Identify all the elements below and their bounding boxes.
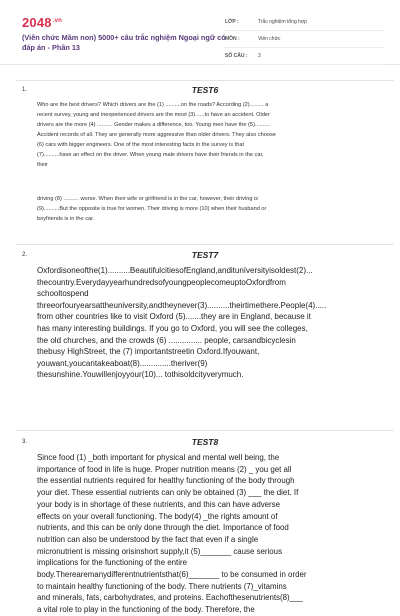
page-header: [0, 0, 400, 65]
meta-row-subject: [225, 31, 385, 48]
meta-row-count: [225, 48, 385, 65]
meta-row-class: [225, 14, 385, 31]
passage-line: recent survey, young and inexperienced drivers are the most (3)......to have an accident. Older: [37, 112, 270, 118]
passage-line: implications for the functioning of the entire: [37, 558, 188, 568]
passage-line: (9)..........But the opposite is true for women. Their driving is more (10) when their husband or: [37, 206, 267, 212]
passage-line: has many interesting buildings. If you go to Oxford, you will see the colleges,: [37, 323, 308, 333]
question-3: [16, 430, 394, 615]
meta-value: Trắc nghiệm tổng hợp: [258, 19, 307, 25]
meta-label: LỚP :: [225, 19, 239, 25]
question-title: TEST7: [191, 250, 219, 260]
question-1: [16, 80, 394, 241]
meta-value: 3: [258, 53, 261, 59]
passage-line: the essential nutrients required for healthy functioning of the body through: [37, 476, 295, 486]
passage-line: micronutrient is missing orisinshort supply,it (5)_______ cause serious: [37, 546, 283, 556]
passage-line: threeorfouryearsattheuniversity,andtheynever(3)..........theirtimethere.People(4).....: [37, 300, 327, 310]
meta-value: Viên chức: [258, 36, 281, 42]
question-number: 3.: [22, 439, 28, 445]
meta-label: MÔN :: [225, 36, 240, 42]
passage-line: to maintain healthy functioning of the body. There nutrients (7)_vitamins: [37, 581, 287, 591]
passage-line: body.Therearemanydifferentnutrientsthat(6)_______ to be consumed in order: [37, 570, 307, 580]
passage-line: effects on your overall functioning. The body(4) _the rights amount of: [37, 511, 278, 521]
question-title: TEST6: [191, 85, 219, 95]
passage-line: Since food (1) _both important for physical and mental well being, the: [37, 453, 280, 462]
passage-line: nutrients, and this can be only done through the diet. Importance of food: [37, 523, 289, 533]
question-passage: [37, 265, 387, 381]
question-2: [16, 244, 394, 427]
passage-line: thesunshine.Youwillenjoyyour(10)... tothisoldcityverymuch.: [37, 370, 244, 380]
meta-table: [225, 14, 385, 65]
passage-line: thecountry.EverydayyearhundredsofyoungpeoplecomeuptoOxfordfrom: [37, 277, 286, 287]
passage-line: (6) cars with bigger engineers. One of the most interesting facts in the survey is that: [37, 142, 245, 148]
logo-tld: .vn: [52, 17, 63, 24]
passage-line: schooltospend: [37, 289, 89, 299]
passage-line: the old churches, and the crowds (6) ............... people, carsandbicyclesin: [37, 335, 296, 345]
passage-line: importance of food in life is huge. Proper nutrition means (2) _ you get all: [37, 464, 292, 474]
passage-line: their: [37, 162, 48, 168]
passage-line: your body is in shortage of these nutrients, and this can have adverse: [37, 499, 281, 509]
passage-line: thebusy HighStreet, the (7) importantstreetin Oxford.Ifyouwant,: [37, 347, 260, 357]
question-number: 2.: [22, 252, 28, 258]
logo-text: 2048: [22, 15, 52, 30]
question-passage: [37, 100, 387, 170]
passage-line: Accident records of all. They are generally more aggressive than older drivers. They also choose: [37, 132, 276, 138]
passage-line: your diet. These essential nutrients can only be obtained (3) ___ the diet. If: [37, 488, 299, 498]
passage-line: youwant,youcantakeaboat(8)..............theriver(9): [37, 358, 208, 368]
question-passage-continued: [37, 194, 387, 224]
passage-line: from other countries like to visit Oxford (5).......they are in England, because it: [37, 312, 311, 322]
site-logo[interactable]: [22, 15, 62, 30]
passage-line: Oxfordisoneofthe(1)..........BeautifulcitiesofEngland,anditunïversityisoldest(2)...: [37, 266, 313, 275]
page-title: (Viên chức Mầm non) 5000+ câu trắc nghiệm Ngoại ngữ có đáp án - Phần 13: [22, 33, 226, 52]
passage-line: (7)..........have an effect on the driver. When young male drivers have their friends in the car,: [37, 152, 264, 158]
passage-line: driving (8) .......... worse. When their wife or girlfriend is in the car, however, their driving is: [37, 196, 259, 202]
passage-line: a vital role to play in the functioning of the body. Therefore, the: [37, 605, 255, 615]
meta-label: SỐ CÂU :: [225, 53, 248, 59]
passage-line: Who are the best drivers? Which drivers are the (1) ..........on the roads? According (2)......... a: [37, 102, 269, 108]
question-number: 1.: [22, 87, 28, 93]
question-title: TEST8: [191, 437, 219, 447]
passage-line: and minerals, fats, carbohydrates, and proteins. Eachofthesenutrients(8)___: [37, 593, 303, 603]
passage-line: boyfriends is in the car.: [37, 216, 95, 222]
passage-line: nutrition can also be understood by the fact that even if a single: [37, 534, 259, 544]
passage-line: drivers are the more (4) .......... Gender makes a difference, too. Young men have the (5)..........: [37, 122, 271, 128]
question-passage: [37, 452, 387, 616]
